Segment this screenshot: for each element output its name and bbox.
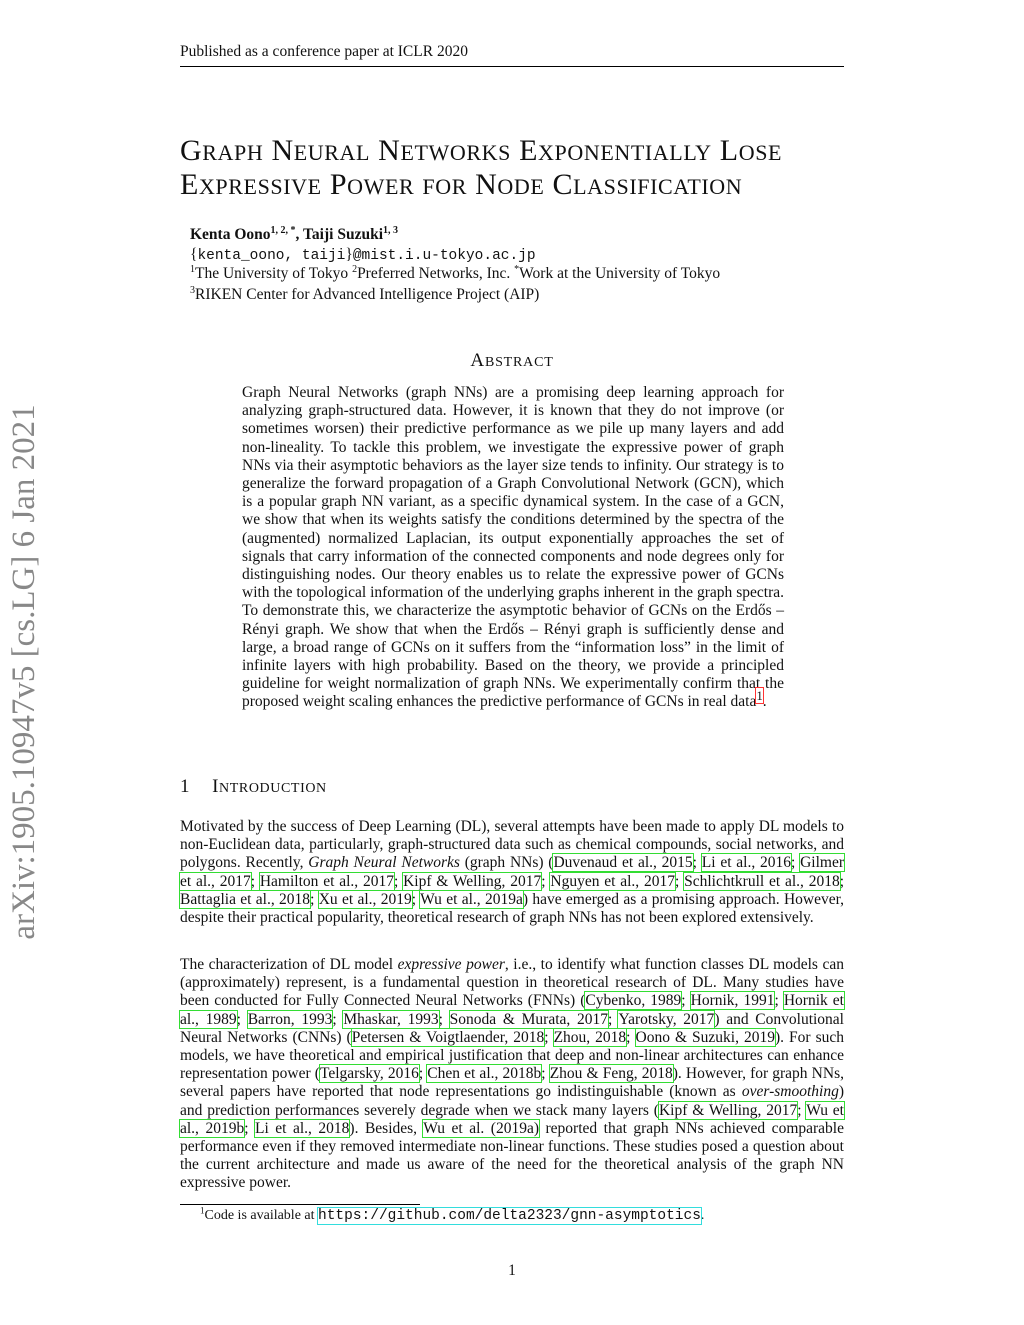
citation-link[interactable]: Mhaskar, 1993 <box>343 1010 439 1028</box>
citation-link[interactable]: Hornik et al., 1989 <box>180 992 844 1028</box>
affiliations-line-2: $^3$RIKEN Center for Advanced Intelligence Project (AIP) <box>190 284 540 303</box>
section-heading: 1 INTRODUCTION <box>180 776 327 797</box>
title-word: NODE <box>475 168 545 201</box>
author-name: Taiji Suzuki <box>303 226 383 243</box>
citation-link[interactable]: Xu et al., 2019 <box>318 890 412 908</box>
running-header: Published as a conference paper at ICLR 2020 <box>180 43 468 60</box>
author-affiliation-marks: 1, 2, * <box>270 224 296 236</box>
citation-link[interactable]: Zhou & Feng, 2018 <box>549 1065 673 1083</box>
citation-link[interactable]: Gilmer et al., 2017 <box>180 854 845 890</box>
citation-link[interactable]: Wu et al. (2019a) <box>423 1119 539 1137</box>
citation-link[interactable]: Zhou, 2018 <box>553 1028 627 1046</box>
author-affiliation-marks: 1, 3 <box>383 224 398 236</box>
citation-link[interactable]: Schlichtkrull et al., 2018 <box>684 872 840 890</box>
citation-link[interactable]: Li et al., 2018 <box>255 1119 350 1137</box>
citation-link[interactable]: Wu et al., 2019a <box>420 890 523 908</box>
intro-paragraph-1: Motivated by the success of Deep Learning (DL), several attempts have been made to apply DL models to non-Euclidean data, particularly, graph-structured data such as chemical compounds, social networks, and polygons. Recently, Graph Neural Networks (graph NNs) (Duvenaud et al., 2015; Li et al., 2016; Gilmer et al., 2017; Hamilton et al., 2017; Kipf & Welling, 2017; Nguyen et al., 2017; Schlichtkrull et al., 2018; Battaglia et al., 2018; Xu et al., 2019; Wu et al., 2019a) have emerged as a promising approach. However, despite their practical popularity, theoretical research of graph NNs has not been explored extensively. <box>180 818 845 927</box>
citation-link[interactable]: Sonoda & Murata, 2017 <box>449 1010 608 1028</box>
title-word: EXPRESSIVE <box>180 168 322 201</box>
citation-link[interactable]: Yarotsky, 2017 <box>618 1010 715 1028</box>
title-word: FOR <box>422 174 467 199</box>
title-word: LOSE <box>719 134 783 167</box>
title-word: NEURAL <box>271 134 371 167</box>
citation-link[interactable]: Kipf & Welling, 2017 <box>658 1101 798 1119</box>
title-word: GRAPH <box>180 134 264 167</box>
footnote: $^1$Code is available at https://github.com/delta2323/gnn-asymptotics. <box>200 1205 705 1224</box>
citation-link[interactable]: Hamilton et al., 2017 <box>259 872 394 890</box>
citation-link[interactable]: Telgarsky, 2016 <box>319 1065 419 1083</box>
header-rule <box>180 66 844 67</box>
citation-link[interactable]: Chen et al., 2018b <box>427 1065 542 1083</box>
affiliations-line-1: $^1$The University of Tokyo $^2$Preferred Networks, Inc. *Work at the University of Tokyo <box>190 263 721 282</box>
arxiv-identifier[interactable]: arXiv:1905.10947v5 [cs.LG] 6 Jan 2021 <box>6 404 42 940</box>
abstract-body: Graph Neural Networks (graph NNs) are a promising deep learning approach for analyzing graph-structured data. However, it is known that they do not improve (or sometimes worsen) their predictive performance as we pile up many layers and add non-lineality. To tackle this problem, we investigate the expressive power of graph NNs via their asymptotic behaviors as the layer size tends to infinity. Our strategy is to generalize the forward propagation of a Graph Convolutional Network (GCN), which is a popular graph NN variant, as a specific dynamical system. In the case of a GCN, we show that when its weights satisfy the conditions determined by the spectra of the (augmented) normalized Laplacian, its output exponentially approaches the set of signals that carry information of the connected components and node degrees only for distinguishing nodes. Our theory enables us to relate the expressive power of GCNs with the topological information of the underlying graphs inherent in the graph spectra. To demonstrate this, we characterize the asymptotic behavior of GCNs on the Erdős – Rényi graph. We show that when the Erdős – Rényi graph is sufficiently dense and large, a broad range of GCNs on it suffers from the “information loss” in the limit of infinite layers with high probability. Based on the theory, we provide a principled guideline for weight normalization of graph NNs. We experimentally confirm that the proposed weight scaling enhances the predictive performance of GCNs in real data$^1$. <box>242 384 784 711</box>
footnote-reference[interactable]: 1 <box>756 688 763 704</box>
citation-link[interactable]: Battaglia et al., 2018 <box>180 890 311 908</box>
page-number: 1 <box>508 1262 516 1279</box>
citation-link[interactable]: Barron, 1993 <box>247 1010 333 1028</box>
paper-title-line-2 <box>180 167 860 205</box>
paper-title-line-1 <box>180 133 860 171</box>
citation-link[interactable]: Nguyen et al., 2017 <box>550 872 675 890</box>
citation-link[interactable]: Kipf & Welling, 2017 <box>403 872 542 890</box>
title-word: CLASSIFICATION <box>552 168 743 201</box>
abstract-heading: ABSTRACT <box>470 350 554 371</box>
citation-link[interactable]: Cybenko, 1989 <box>585 992 682 1010</box>
title-word: NETWORKS <box>378 134 511 167</box>
author-name: Kenta Oono <box>190 226 271 243</box>
title-word: POWER <box>329 168 415 201</box>
citation-link[interactable]: Duvenaud et al., 2015 <box>553 854 693 872</box>
author-emails[interactable]: {kenta_oono, taiji}@mist.i.u-tokyo.ac.jp <box>190 246 536 264</box>
code-url-link[interactable]: https://github.com/delta2323/gnn-asymptotics <box>318 1208 701 1224</box>
citation-link[interactable]: Oono & Suzuki, 2019 <box>635 1028 775 1046</box>
author-line: Kenta Oono$^{1, 2, *}$, Taiji Suzuki$^{1, 3}$ <box>190 224 398 243</box>
citation-link[interactable]: Li et al., 2016 <box>701 854 792 872</box>
citation-link[interactable]: Hornik, 1991 <box>690 992 775 1010</box>
intro-paragraph-2: The characterization of DL model expressive power, i.e., to identify what function classes DL models can (approximately) represent, is a fundamental question in theoretical research of DL. Many studies have been conducted for Fully Connected Neural Networks (FNNs) (Cybenko, 1989; Hornik, 1991; Hornik et al., 1989; Barron, 1993; Mhaskar, 1993; Sonoda & Murata, 2017; Yarotsky, 2017) and Convolutional Neural Networks (CNNs) (Petersen & Voigtlaender, 2018; Zhou, 2018; Oono & Suzuki, 2019). For such models, we have theoretical and empirical justification that deep and non-linear architectures can enhance representation power (Telgarsky, 2016; Chen et al., 2018b; Zhou & Feng, 2018). However, for graph NNs, several papers have reported that node representations go indistinguishable (known as over-smoothing) and prediction performances severely degrade when we stack many layers (Kipf & Welling, 2017; Wu et al., 2019b; Li et al., 2018). Besides, Wu et al. (2019a) reported that graph NNs achieved comparable performance even if they removed intermediate non-linear functions. These studies posed a question about the current architecture and made us aware of the need for the theoretical analysis of the graph NN expressive power. <box>180 956 844 1192</box>
citation-link[interactable]: Petersen & Voigtlaender, 2018 <box>351 1028 545 1046</box>
citation-link[interactable]: Wu et al., 2019b <box>180 1101 844 1137</box>
title-word: EXPONENTIALLY <box>519 134 712 167</box>
footnote-rule <box>180 1204 420 1205</box>
